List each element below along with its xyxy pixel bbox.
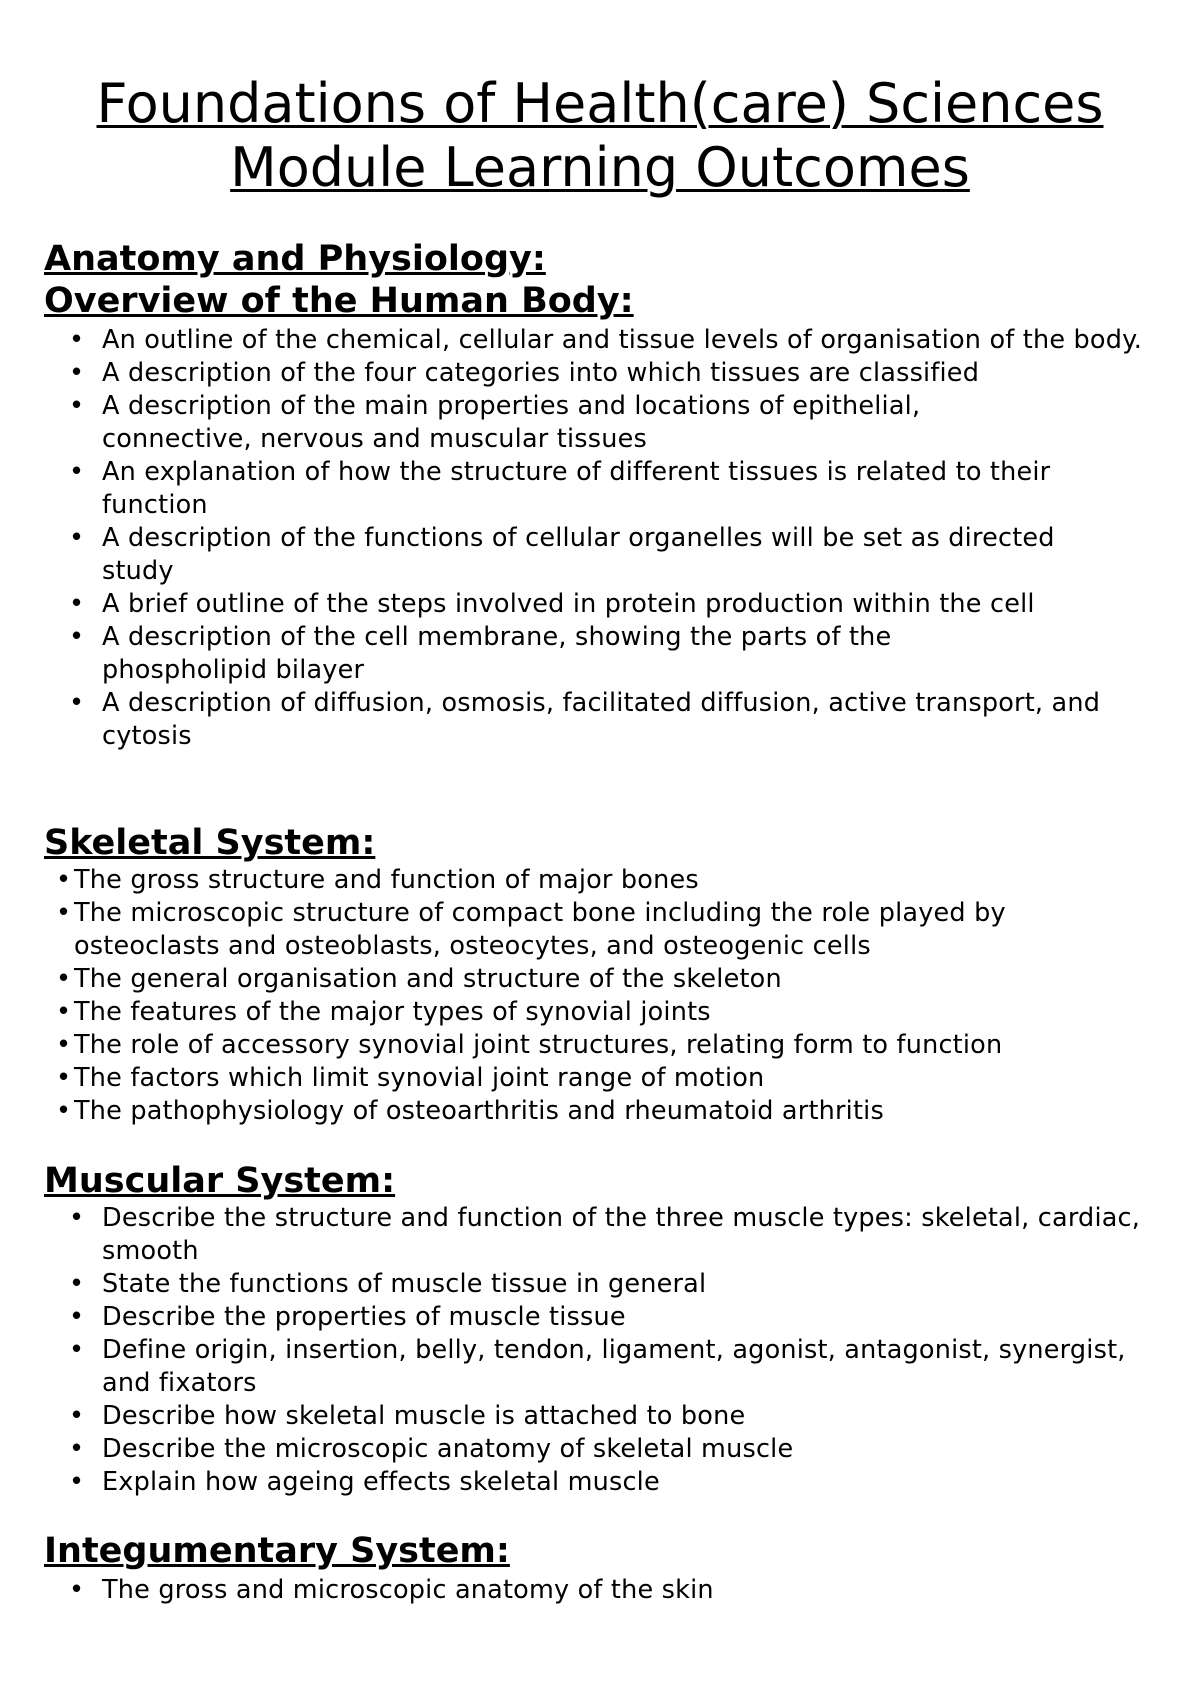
list-item: • Describe the structure and function of the three muscle types: skeletal, cardiac, smooth bbox=[44, 1202, 1182, 1268]
list-item: • A brief outline of the steps involved in protein production within the cell bbox=[44, 588, 1182, 621]
list-item: • Explain how ageing effects skeletal muscle bbox=[44, 1466, 1182, 1499]
section-heading-skeletal: Skeletal System: bbox=[44, 823, 376, 863]
list-item: • A description of the functions of cellular organelles will be set as directed study bbox=[44, 522, 1092, 588]
muscular-outcome-list bbox=[44, 1202, 1182, 1499]
list-item: • Describe the microscopic anatomy of skeletal muscle bbox=[44, 1433, 1182, 1466]
anatomy-outcome-list bbox=[44, 324, 1182, 753]
skeletal-outcome-list bbox=[44, 864, 1154, 1128]
list-item: • An outline of the chemical, cellular and tissue levels of organisation of the body. bbox=[44, 324, 1182, 357]
list-item: • The gross structure and function of major bones bbox=[44, 864, 1154, 897]
list-item: • The general organisation and structure of the skeleton bbox=[44, 963, 1154, 996]
list-item: • The microscopic structure of compact bone including the role played by osteoclasts and osteoblasts, osteocytes, and osteogenic cells bbox=[44, 897, 1124, 963]
list-item: • State the functions of muscle tissue in general bbox=[44, 1268, 1182, 1301]
section-heading-anatomy: Anatomy and Physiology: bbox=[44, 239, 546, 279]
integumentary-outcome-list bbox=[44, 1574, 1182, 1607]
list-item: • Describe the properties of muscle tissue bbox=[44, 1301, 1182, 1334]
list-item: • The features of the major types of synovial joints bbox=[44, 996, 1154, 1029]
list-item: • The role of accessory synovial joint structures, relating form to function bbox=[44, 1029, 1154, 1062]
list-item: • Define origin, insertion, belly, tendon, ligament, agonist, antagonist, synergist, and fixators bbox=[44, 1334, 1182, 1400]
list-item: • Describe how skeletal muscle is attached to bone bbox=[44, 1400, 1182, 1433]
list-item: • A description of the main properties and locations of epithelial, connective, nervous and muscular tissues bbox=[44, 390, 1062, 456]
document-title bbox=[0, 72, 1200, 200]
subsection-heading-overview: Overview of the Human Body: bbox=[44, 281, 634, 321]
list-item: • A description of the four categories into which tissues are classified bbox=[44, 357, 1182, 390]
list-item: • An explanation of how the structure of different tissues is related to their function bbox=[44, 456, 1112, 522]
list-item: • A description of diffusion, osmosis, facilitated diffusion, active transport, and cytosis bbox=[44, 687, 1182, 753]
section-heading-integumentary: Integumentary System: bbox=[44, 1531, 510, 1571]
title-line-2: Module Learning Outcomes bbox=[230, 136, 970, 199]
list-item: • A description of the cell membrane, showing the parts of the phospholipid bilayer bbox=[44, 621, 1062, 687]
list-item: • The pathophysiology of osteoarthritis and rheumatoid arthritis bbox=[44, 1095, 1154, 1128]
list-item: • The gross and microscopic anatomy of the skin bbox=[44, 1574, 1182, 1607]
title-line-1: Foundations of Health(care) Sciences bbox=[96, 72, 1104, 135]
section-heading-muscular: Muscular System: bbox=[44, 1161, 396, 1201]
list-item: • The factors which limit synovial joint range of motion bbox=[44, 1062, 1154, 1095]
